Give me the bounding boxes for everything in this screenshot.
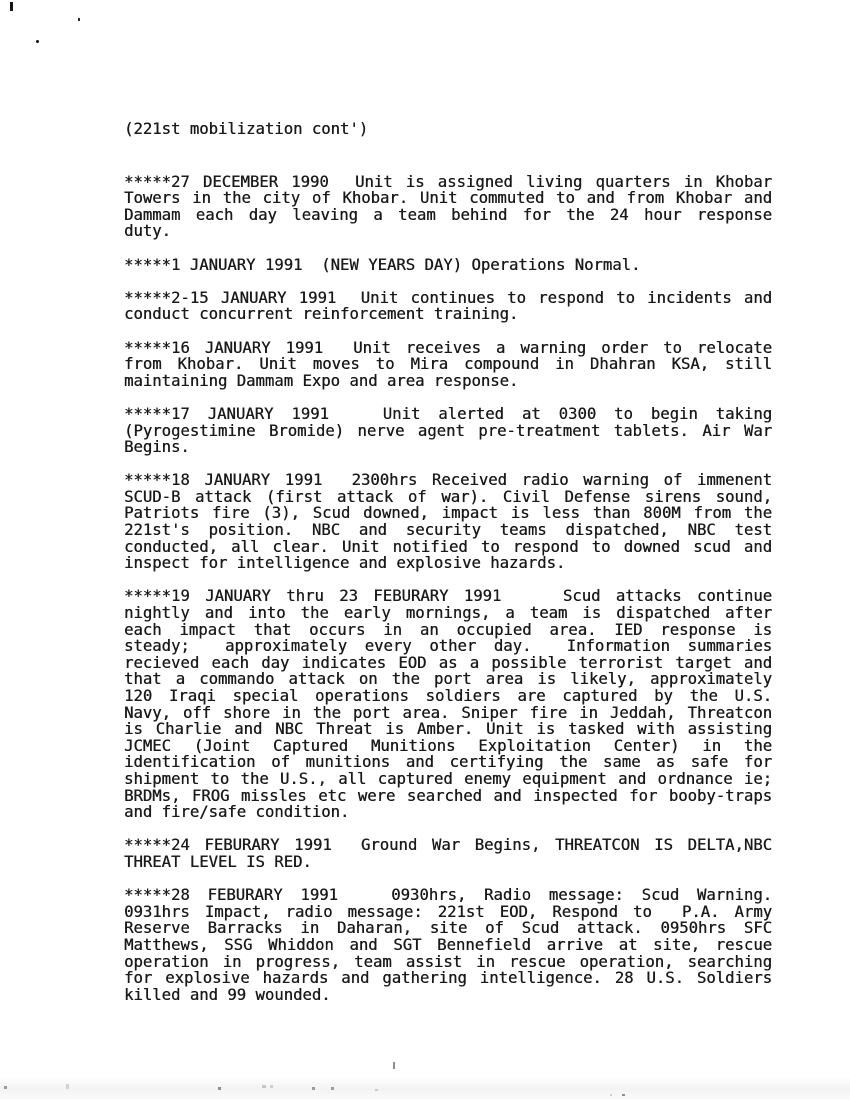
text-line: inspect for intelligence and explosive hazards. — [124, 554, 566, 573]
text-line: maintaining Dammam Expo and area response. — [124, 371, 519, 390]
text-line: *****16 JANUARY 1991 Unit receives a warning order to relocate — [124, 338, 772, 357]
text-line: (Pyrogestimine Bromide) nerve agent pre-treatment tablets. Air War — [124, 421, 772, 440]
text-line: THREAT LEVEL IS RED. — [124, 852, 312, 871]
ink-mark — [10, 2, 13, 11]
log-entry — [124, 588, 772, 820]
text-line: Navy, off shore in the port area. Sniper fire in Jeddah, Threatcon — [124, 703, 772, 722]
scan-speck — [270, 1085, 273, 1088]
scan-speck — [610, 1094, 612, 1096]
text-line: duty. — [124, 222, 171, 241]
text-line: that a commando attack on the port area is likely, approximately — [124, 670, 772, 689]
scan-edge-band — [0, 1076, 850, 1100]
text-line: 0931hrs Impact, radio message: 221st EOD, Respond to P.A. Army — [124, 902, 772, 921]
text-line: *****19 JANUARY thru 23 FEBURARY 1991 Scud attacks continue — [124, 587, 772, 606]
log-entry — [124, 837, 772, 870]
ink-speck — [78, 18, 80, 21]
text-line: *****17 JANUARY 1991 Unit alerted at 0300 to begin taking — [124, 404, 772, 423]
page-title: (221st mobilization cont') — [124, 120, 369, 138]
text-line: and fire/safe condition. — [124, 803, 350, 822]
text-line: *****27 DECEMBER 1990 Unit is assigned living quarters in Khobar — [124, 172, 772, 191]
text-line: each impact that occurs in an occupied area. IED response is — [124, 620, 772, 639]
text-line: identification of munitions and certifying the same as safe for — [124, 753, 772, 772]
log-entry — [124, 174, 772, 240]
text-line: 221st's position. NBC and security teams dispatched, NBC test — [124, 521, 772, 540]
text-line: JCMEC (Joint Captured Munitions Exploitation Center) in the — [124, 736, 772, 755]
text-line: *****2-15 JANUARY 1991 Unit continues to respond to incidents and — [124, 288, 772, 307]
scan-speck — [312, 1087, 315, 1090]
text-line: steady; approximately every other day. Information summaries — [124, 637, 772, 656]
text-line: for explosive hazards and gathering intelligence. 28 U.S. Soldiers — [124, 969, 772, 988]
text-line: conduct concurrent reinforcement training. — [124, 305, 519, 324]
text-line: nightly and into the early mornings, a team is dispatched after — [124, 604, 772, 623]
log-entry — [124, 472, 772, 572]
log-entry — [124, 887, 772, 1003]
text-line: Patriots fire (3), Scud downed, impact is less than 800M from the — [124, 504, 772, 523]
text-line: from Khobar. Unit moves to Mira compound in Dhahran KSA, still — [124, 355, 772, 374]
text-line: *****18 JANUARY 1991 2300hrs Received radio warning of immenent — [124, 471, 772, 490]
text-line: SCUD-B attack (first attack of war). Civil Defense sirens sound, — [124, 487, 772, 506]
text-line: shipment to the U.S., all captured enemy equipment and ordnance ie; — [124, 769, 772, 788]
ink-speck — [36, 40, 39, 43]
scan-speck — [393, 1062, 395, 1069]
scan-speck — [375, 1089, 378, 1091]
text-line: recieved each day indicates EOD as a possible terrorist target and — [124, 653, 772, 672]
text-line: killed and 99 wounded. — [124, 985, 331, 1004]
text-line: Reserve Barracks in Daharan, site of Scud attack. 0950hrs SFC — [124, 919, 772, 938]
text-line: Begins. — [124, 438, 190, 457]
scan-speck — [218, 1087, 221, 1090]
text-line: is Charlie and NBC Threat is Amber. Unit is tasked with assisting — [124, 720, 772, 739]
text-line: conducted, all clear. Unit notified to respond to downed scud and — [124, 537, 772, 556]
log-entries — [124, 174, 772, 1004]
text-line: 120 Iraqi special operations soldiers are captured by the U.S. — [124, 687, 772, 705]
log-entry — [124, 406, 772, 456]
text-line: *****1 JANUARY 1991 (NEW YEARS DAY) Operations Normal. — [124, 255, 641, 274]
document-body — [124, 121, 772, 1020]
text-line: Towers in the city of Khobar. Unit commuted to and from Khobar and — [124, 189, 772, 208]
log-entry — [124, 340, 772, 390]
text-line: Dammam each day leaving a team behind for the 24 hour response — [124, 205, 772, 224]
scan-speck — [66, 1084, 69, 1089]
scan-speck — [331, 1087, 334, 1090]
text-line: Matthews, SSG Whiddon and SGT Bennefield arrive at site, rescue — [124, 935, 772, 954]
scan-speck — [262, 1085, 266, 1088]
log-entry — [124, 257, 772, 274]
text-line: *****24 FEBURARY 1991 Ground War Begins, THREATCON IS DELTA,NBC — [124, 836, 772, 855]
text-line: operation in progress, team assist in rescue operation, searching — [124, 952, 772, 971]
text-line: BRDMs, FROG missles etc were searched and inspected for booby-traps — [124, 786, 772, 805]
scan-speck — [622, 1094, 625, 1096]
scan-speck — [4, 1086, 7, 1089]
log-entry — [124, 290, 772, 323]
text-line: *****28 FEBURARY 1991 0930hrs, Radio message: Scud Warning. — [124, 886, 772, 905]
